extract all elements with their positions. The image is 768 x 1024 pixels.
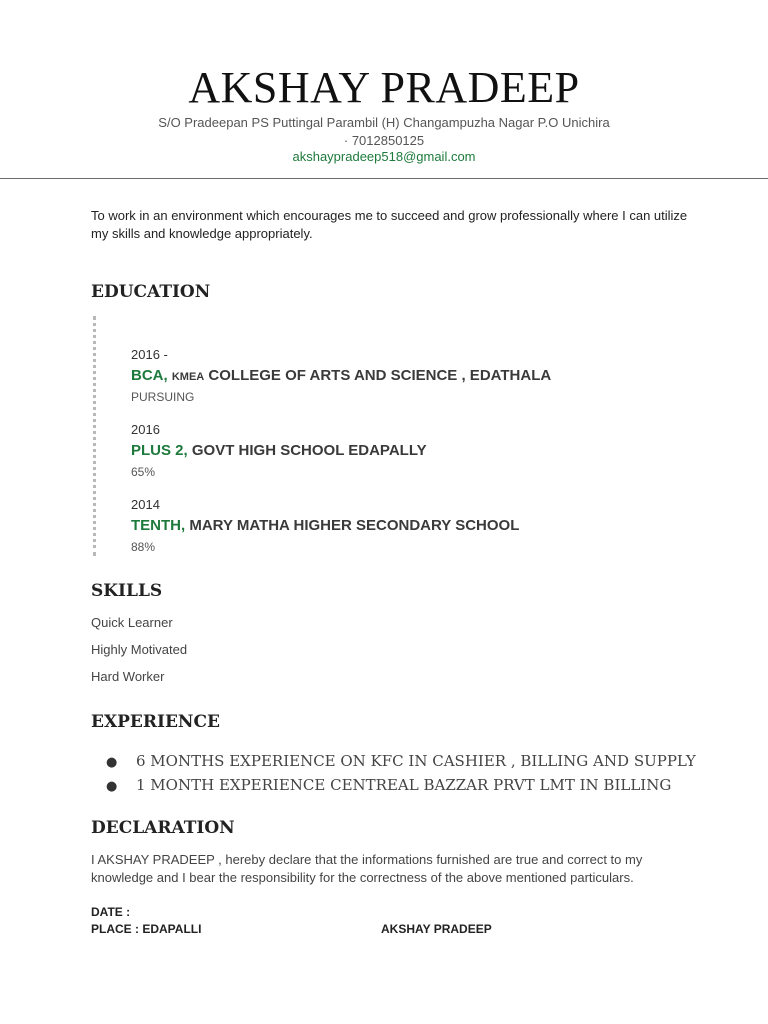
experience-heading: EXPERIENCE	[91, 712, 220, 732]
declaration-heading: DECLARATION	[91, 818, 235, 838]
candidate-name: AKSHAY PRADEEP	[188, 63, 580, 112]
skills-heading: SKILLS	[91, 581, 163, 601]
date-label: DATE :	[91, 905, 131, 919]
experience-text: 6 MONTHS EXPERIENCE ON KFC IN CASHIER , BILLING AND SUPPLY	[136, 752, 696, 770]
address-line: S/O Pradeepan PS Puttingal Parambil (H) Changampuzha Nagar P.O Unichira	[158, 115, 610, 130]
resume-header	[0, 0, 768, 179]
education-degree: BCA,	[131, 367, 168, 384]
education-heading: EDUCATION	[91, 282, 211, 302]
skill-item: Quick Learner	[91, 615, 173, 630]
education-entry	[131, 495, 519, 557]
education-title	[131, 365, 551, 387]
education-detail: 65%	[131, 465, 156, 479]
education-year: 2016	[131, 422, 160, 437]
education-institution: COLLEGE OF ARTS AND SCIENCE , EDATHALA	[208, 367, 552, 384]
experience-item	[106, 749, 696, 773]
place-label: PLACE : EDAPALLI	[91, 922, 202, 936]
education-detail: PURSUING	[131, 390, 195, 404]
declaration-text: I AKSHAY PRADEEP , hereby declare that the informations furnished are true and correct to my knowledge and I bear the responsibility for the correctness of the above mentioned particulars.	[91, 852, 643, 885]
signature-name: AKSHAY PRADEEP	[381, 922, 492, 936]
education-degree: TENTH,	[131, 517, 186, 534]
education-institution: MARY MATHA HIGHER SECONDARY SCHOOL	[189, 517, 520, 534]
education-timeline-border	[93, 316, 96, 556]
objective-text: To work in an environment which encourages me to succeed and grow professionally where I can utilize my skills and knowledge appropriately.	[91, 208, 688, 241]
email-link[interactable]: akshaypradeep518@gmail.com	[292, 149, 476, 164]
education-institution: GOVT HIGH SCHOOL EDAPALLY	[191, 442, 427, 459]
bullet-icon: ●	[106, 779, 118, 794]
education-title	[131, 515, 519, 537]
education-year: 2014	[131, 497, 160, 512]
education-year: 2016 -	[131, 347, 168, 362]
education-institution-abbr: KMEA	[171, 371, 205, 383]
education-title	[131, 440, 427, 462]
skill-item: Hard Worker	[91, 669, 165, 684]
skill-item: Highly Motivated	[91, 642, 188, 657]
experience-item	[106, 773, 696, 797]
experience-text: 1 MONTH EXPERIENCE CENTREAL BAZZAR PRVT LMT IN BILLING	[136, 776, 672, 794]
education-entry	[131, 420, 427, 482]
experience-list	[106, 749, 696, 797]
address-block	[0, 114, 768, 150]
education-degree: PLUS 2,	[131, 442, 188, 459]
phone-line: · 7012850125	[343, 133, 425, 148]
bullet-icon: ●	[106, 755, 118, 770]
education-detail: 88%	[131, 540, 156, 554]
education-entry	[131, 345, 551, 407]
